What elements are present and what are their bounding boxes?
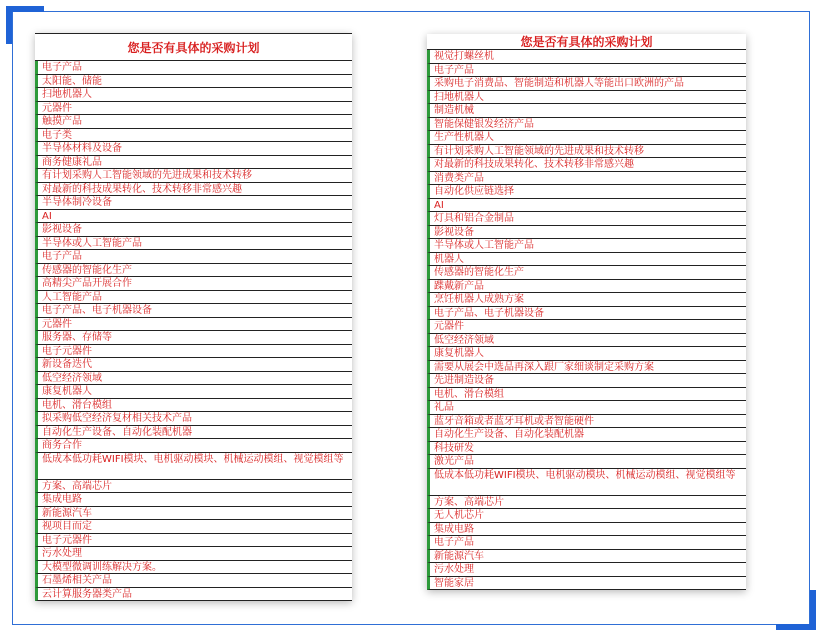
- table-row: 元器件: [35, 102, 352, 116]
- table-row: 商务健康礼品: [35, 156, 352, 170]
- left-column-header: 您是否有具体的采购计划: [35, 33, 352, 61]
- table-row: 影视设备: [427, 226, 746, 240]
- table-row: 自动化生产设备、自动化装配机器: [35, 426, 352, 440]
- table-row: 康复机器人: [35, 385, 352, 399]
- table-row: 无人机芯片: [427, 509, 746, 523]
- table-row: 视项目而定: [35, 520, 352, 534]
- table-row: 半导体或人工智能产品: [35, 237, 352, 251]
- table-row: 新能源汽车: [427, 550, 746, 564]
- table-row: 自动化供应链选择: [427, 185, 746, 199]
- table-row: 电机、滑台模组: [35, 399, 352, 413]
- table-row: 半导体制冷设备: [35, 196, 352, 210]
- table-row: 智能家居: [427, 577, 746, 591]
- table-row: 制造机械: [427, 104, 746, 118]
- table-row: 电子产品: [427, 64, 746, 78]
- table-row: 大模型微调训练解决方案。: [35, 561, 352, 575]
- table-row: 影视设备: [35, 223, 352, 237]
- left-spreadsheet: [35, 33, 352, 601]
- table-row: 污水处理: [427, 563, 746, 577]
- table-row: 石墨烯相关产品: [35, 574, 352, 588]
- table-row: 生产性机器人: [427, 131, 746, 145]
- table-row: 采购电子消费品、智能制造和机器人等能出口欧洲的产品: [427, 77, 746, 91]
- table-row: AI: [35, 210, 352, 224]
- table-row: 低成本低功耗WIFI模块、电机驱动模块、机械运动模组、视觉模组等: [35, 453, 352, 480]
- table-row: 对最新的科技成果转化、技术转移非常感兴趣: [35, 183, 352, 197]
- table-row: 人工智能产品: [35, 291, 352, 305]
- left-row-list: [35, 61, 352, 601]
- corner-accent-top-left-vertical: [6, 6, 12, 44]
- table-row: AI: [427, 199, 746, 213]
- table-row: 对最新的科技成果转化、技术转移非常感兴趣: [427, 158, 746, 172]
- table-row: 集成电路: [35, 493, 352, 507]
- table-row: 激光产品: [427, 455, 746, 469]
- table-row: 烹饪机器人成熟方案: [427, 293, 746, 307]
- table-row: 拟采购低空经济复材相关技术产品: [35, 412, 352, 426]
- table-row: 科技研发: [427, 442, 746, 456]
- table-row: 云计算服务器类产品: [35, 588, 352, 602]
- table-row: 新能源汽车: [35, 507, 352, 521]
- table-row: 电子元器件: [35, 534, 352, 548]
- table-row: 自动化生产设备、自动化装配机器: [427, 428, 746, 442]
- table-row: 电机、滑台模组: [427, 388, 746, 402]
- table-row: 电子元器件: [35, 345, 352, 359]
- right-column-header: 您是否有具体的采购计划: [427, 34, 746, 50]
- table-row: 电子类: [35, 129, 352, 143]
- table-row: 半导体或人工智能产品: [427, 239, 746, 253]
- table-row: 礼品: [427, 401, 746, 415]
- table-row: 康复机器人: [427, 347, 746, 361]
- table-row: 触摸产品: [35, 115, 352, 129]
- table-row: 方案、高端芯片: [35, 480, 352, 494]
- right-row-list: [427, 50, 746, 590]
- table-row: 元器件: [427, 320, 746, 334]
- table-row: 需要从展会中选品再深入跟厂家细谈制定采购方案: [427, 361, 746, 375]
- table-row: 新设备迭代: [35, 358, 352, 372]
- table-row: 传感器的智能化生产: [35, 264, 352, 278]
- table-row: 低空经济领域: [427, 334, 746, 348]
- table-row: 蓝牙音箱或者蓝牙耳机或者智能硬件: [427, 415, 746, 429]
- table-row: 传感器的智能化生产: [427, 266, 746, 280]
- table-row: 太阳能、储能: [35, 75, 352, 89]
- table-row: 视觉打螺丝机: [427, 50, 746, 64]
- table-row: 低成本低功耗WIFI模块、电机驱动模块、机械运动模组、视觉模组等: [427, 469, 746, 496]
- right-spreadsheet: [427, 34, 746, 590]
- table-row: 电子产品、电子机器设备: [35, 304, 352, 318]
- table-row: 元器件: [35, 318, 352, 332]
- table-row: 智能保健银发经济产品: [427, 118, 746, 132]
- table-row: 集成电路: [427, 523, 746, 537]
- table-row: 电子产品: [35, 250, 352, 264]
- table-row: 服务器、存储等: [35, 331, 352, 345]
- table-row: 机器人: [427, 253, 746, 267]
- table-row: 污水处理: [35, 547, 352, 561]
- table-row: 电子产品、电子机器设备: [427, 307, 746, 321]
- table-row: 电子产品: [35, 61, 352, 75]
- table-row: 半导体材料及设备: [35, 142, 352, 156]
- table-row: 电子产品: [427, 536, 746, 550]
- table-row: 有计划采购人工智能领域的先进成果和技术转移: [427, 145, 746, 159]
- table-row: 先进制造设备: [427, 374, 746, 388]
- table-row: 高精尖产品开展合作: [35, 277, 352, 291]
- table-row: 低空经济领域: [35, 372, 352, 386]
- table-row: 消费类产品: [427, 172, 746, 186]
- table-row: 扫地机器人: [427, 91, 746, 105]
- table-row: 方案、高端芯片: [427, 496, 746, 510]
- table-row: 蹀戴新产品: [427, 280, 746, 294]
- table-row: 商务合作: [35, 439, 352, 453]
- table-row: 灯具和铝合金制品: [427, 212, 746, 226]
- corner-accent-bottom-right-vertical: [810, 590, 816, 630]
- table-row: 有计划采购人工智能领域的先进成果和技术转移: [35, 169, 352, 183]
- table-row: 扫地机器人: [35, 88, 352, 102]
